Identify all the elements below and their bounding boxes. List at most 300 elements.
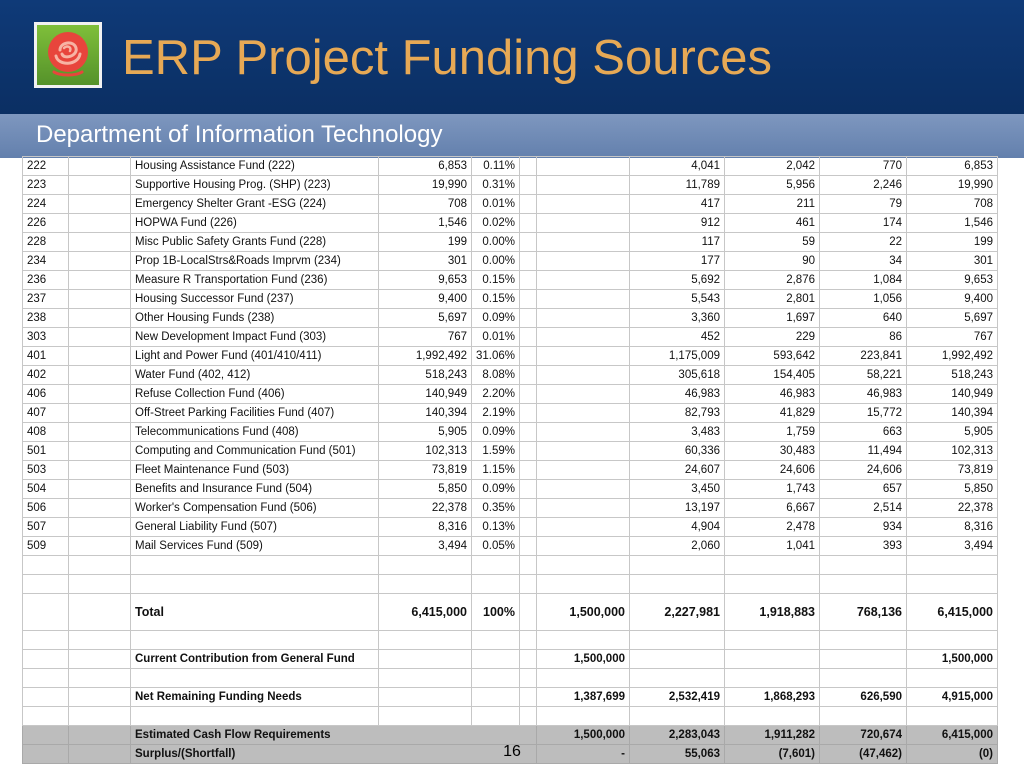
period-4-value: 22 [820, 233, 907, 252]
fund-row [23, 499, 998, 518]
net-remaining-label: Net Remaining Funding Needs [131, 688, 379, 707]
fund-amount: 518,243 [379, 366, 472, 385]
period-4-value: 24,606 [820, 461, 907, 480]
fund-percent: 0.09% [472, 423, 520, 442]
net-total: 4,915,000 [907, 688, 998, 707]
empty-cell [69, 556, 131, 575]
total-amount: 6,415,000 [379, 594, 472, 631]
period-2-value: 3,483 [630, 423, 725, 442]
period-3-value: 1,743 [725, 480, 820, 499]
period-2-value: 117 [630, 233, 725, 252]
fund-name: Misc Public Safety Grants Fund (228) [131, 233, 379, 252]
fund-code: 507 [23, 518, 69, 537]
period-3-value: 5,956 [725, 176, 820, 195]
fund-row [23, 233, 998, 252]
grand-total: 6,415,000 [907, 594, 998, 631]
general-fund-row [23, 650, 998, 669]
blank-row [23, 631, 998, 650]
period-3-value: 59 [725, 233, 820, 252]
fund-name: Prop 1B-LocalStrs&Roads Imprvm (234) [131, 252, 379, 271]
fund-name: Refuse Collection Fund (406) [131, 385, 379, 404]
empty-cell [537, 575, 630, 594]
total-percent: 100% [472, 594, 520, 631]
period-1-value: 1,500,000 [537, 726, 630, 745]
empty-cell [379, 631, 472, 650]
fund-row [23, 157, 998, 176]
period-1-value [537, 176, 630, 195]
fund-amount: 22,378 [379, 499, 472, 518]
empty-cell [630, 575, 725, 594]
period-1-value [537, 309, 630, 328]
fund-code: 406 [23, 385, 69, 404]
empty-cell [379, 556, 472, 575]
spacer-cell [520, 290, 537, 309]
period-4-value: 2,246 [820, 176, 907, 195]
empty-cell [379, 688, 472, 707]
net-period-4: 626,590 [820, 688, 907, 707]
net-remaining-row [23, 688, 998, 707]
period-2-value: 417 [630, 195, 725, 214]
row-total: 140,394 [907, 404, 998, 423]
spacer-cell [520, 537, 537, 556]
period-2-value: 46,983 [630, 385, 725, 404]
fund-code: 503 [23, 461, 69, 480]
fund-row [23, 423, 998, 442]
period-4-value: 79 [820, 195, 907, 214]
row-total: 6,853 [907, 157, 998, 176]
fund-row [23, 195, 998, 214]
total-period-4: 768,136 [820, 594, 907, 631]
fund-row [23, 537, 998, 556]
period-3-value: 2,876 [725, 271, 820, 290]
empty-cell [820, 631, 907, 650]
general-fund-label: Current Contribution from General Fund [131, 650, 379, 669]
fund-code: 238 [23, 309, 69, 328]
spacer-cell [520, 518, 537, 537]
empty-cell [23, 556, 69, 575]
fund-percent: 1.15% [472, 461, 520, 480]
fund-amount: 5,697 [379, 309, 472, 328]
period-1-value [537, 233, 630, 252]
fund-amount: 199 [379, 233, 472, 252]
net-period-3: 1,868,293 [725, 688, 820, 707]
spacer-cell [520, 233, 537, 252]
empty-cell [69, 195, 131, 214]
empty-cell [131, 556, 379, 575]
period-2-value: 11,789 [630, 176, 725, 195]
period-3-value: 229 [725, 328, 820, 347]
fund-amount: 73,819 [379, 461, 472, 480]
fund-percent: 0.00% [472, 233, 520, 252]
spacer-cell [520, 385, 537, 404]
spacer-cell [520, 423, 537, 442]
empty-cell [630, 556, 725, 575]
row-total: 5,905 [907, 423, 998, 442]
fund-name: Mail Services Fund (509) [131, 537, 379, 556]
fund-row [23, 176, 998, 195]
empty-cell [23, 688, 69, 707]
fund-code: 237 [23, 290, 69, 309]
period-1-value [537, 461, 630, 480]
period-4-value: 174 [820, 214, 907, 233]
fund-code: 408 [23, 423, 69, 442]
period-1-value [537, 499, 630, 518]
fund-code: 223 [23, 176, 69, 195]
period-4-value: 2,514 [820, 499, 907, 518]
blank-row [23, 707, 998, 726]
fund-name: New Development Impact Fund (303) [131, 328, 379, 347]
empty-cell [520, 669, 537, 688]
period-4-value: 1,084 [820, 271, 907, 290]
period-1-value [537, 271, 630, 290]
empty-cell [472, 669, 520, 688]
spacer-cell [520, 404, 537, 423]
empty-cell [23, 707, 69, 726]
empty-cell [630, 707, 725, 726]
fund-name: Fleet Maintenance Fund (503) [131, 461, 379, 480]
empty-cell [520, 556, 537, 575]
spacer-cell [520, 442, 537, 461]
empty-cell [725, 650, 820, 669]
period-1-value [537, 290, 630, 309]
empty-cell [630, 650, 725, 669]
period-3-value: 46,983 [725, 385, 820, 404]
fund-amount: 767 [379, 328, 472, 347]
fund-name: Measure R Transportation Fund (236) [131, 271, 379, 290]
period-4-value: 86 [820, 328, 907, 347]
fund-percent: 0.01% [472, 328, 520, 347]
fund-row [23, 214, 998, 233]
empty-cell [69, 176, 131, 195]
fund-row [23, 461, 998, 480]
fund-percent: 0.09% [472, 480, 520, 499]
fund-code: 226 [23, 214, 69, 233]
period-1-value [537, 518, 630, 537]
row-total: 767 [907, 328, 998, 347]
fund-row [23, 480, 998, 499]
cash-flow-row [23, 726, 998, 745]
row-total: 22,378 [907, 499, 998, 518]
empty-cell [725, 669, 820, 688]
row-total: 199 [907, 233, 998, 252]
fund-code: 506 [23, 499, 69, 518]
empty-cell [69, 328, 131, 347]
period-3-value: 2,478 [725, 518, 820, 537]
general-fund-total: 1,500,000 [907, 650, 998, 669]
fund-percent: 0.01% [472, 195, 520, 214]
fund-amount: 3,494 [379, 537, 472, 556]
period-2-value: 2,283,043 [630, 726, 725, 745]
subtitle-bar [0, 114, 1024, 158]
period-4-value: 663 [820, 423, 907, 442]
empty-cell [472, 631, 520, 650]
empty-cell [537, 556, 630, 575]
fund-code: 234 [23, 252, 69, 271]
fund-amount: 1,992,492 [379, 347, 472, 366]
empty-cell [69, 499, 131, 518]
empty-cell [131, 707, 379, 726]
total-period-2: 2,227,981 [630, 594, 725, 631]
period-4-value: 11,494 [820, 442, 907, 461]
empty-cell [131, 669, 379, 688]
fund-name: Worker's Compensation Fund (506) [131, 499, 379, 518]
empty-cell [907, 669, 998, 688]
empty-cell [69, 157, 131, 176]
row-total: 19,990 [907, 176, 998, 195]
period-3-value: 461 [725, 214, 820, 233]
fund-row [23, 271, 998, 290]
period-2-value: 452 [630, 328, 725, 347]
period-3-value: 1,041 [725, 537, 820, 556]
spacer-cell [520, 366, 537, 385]
fund-amount: 140,394 [379, 404, 472, 423]
empty-cell [725, 707, 820, 726]
period-4-value: 934 [820, 518, 907, 537]
empty-cell [69, 309, 131, 328]
empty-cell [69, 214, 131, 233]
period-2-value: 60,336 [630, 442, 725, 461]
empty-cell [520, 631, 537, 650]
row-total: 518,243 [907, 366, 998, 385]
empty-cell [379, 669, 472, 688]
period-2-value: 305,618 [630, 366, 725, 385]
row-total: 9,400 [907, 290, 998, 309]
fund-amount: 708 [379, 195, 472, 214]
empty-cell [907, 556, 998, 575]
fund-amount: 6,853 [379, 157, 472, 176]
fund-amount: 9,400 [379, 290, 472, 309]
spacer-cell [520, 195, 537, 214]
empty-cell [537, 631, 630, 650]
fund-percent: 0.11% [472, 157, 520, 176]
empty-cell [907, 575, 998, 594]
empty-cell [69, 575, 131, 594]
empty-cell [23, 631, 69, 650]
empty-cell [69, 480, 131, 499]
fund-row [23, 442, 998, 461]
fund-row [23, 366, 998, 385]
fund-percent: 0.15% [472, 271, 520, 290]
period-2-value: 24,607 [630, 461, 725, 480]
period-1-value [537, 423, 630, 442]
period-1-value [537, 404, 630, 423]
fund-code: 402 [23, 366, 69, 385]
period-4-value: 640 [820, 309, 907, 328]
empty-cell [69, 518, 131, 537]
empty-cell [69, 688, 131, 707]
spacer-cell [520, 480, 537, 499]
empty-cell [725, 631, 820, 650]
fund-percent: 2.19% [472, 404, 520, 423]
period-2-value: 3,360 [630, 309, 725, 328]
empty-cell [69, 290, 131, 309]
spacer-cell [520, 157, 537, 176]
empty-cell [131, 575, 379, 594]
period-4-value: 720,674 [820, 726, 907, 745]
fund-percent: 31.06% [472, 347, 520, 366]
fund-percent: 0.15% [472, 290, 520, 309]
empty-cell [472, 650, 520, 669]
fund-amount: 1,546 [379, 214, 472, 233]
empty-cell [379, 575, 472, 594]
fund-percent: 0.31% [472, 176, 520, 195]
period-2-value: 82,793 [630, 404, 725, 423]
spacer-cell [520, 214, 537, 233]
period-4-value: 58,221 [820, 366, 907, 385]
empty-cell [69, 423, 131, 442]
fund-code: 228 [23, 233, 69, 252]
row-total: 5,850 [907, 480, 998, 499]
fund-name: Housing Successor Fund (237) [131, 290, 379, 309]
fund-code: 407 [23, 404, 69, 423]
empty-cell [69, 252, 131, 271]
blank-row [23, 556, 998, 575]
total-row [23, 594, 998, 631]
fund-row [23, 328, 998, 347]
period-2-value: 3,450 [630, 480, 725, 499]
spacer-cell [520, 594, 537, 631]
empty-cell [69, 233, 131, 252]
fund-row [23, 252, 998, 271]
empty-cell [472, 688, 520, 707]
slide-header [0, 0, 1024, 114]
empty-cell [472, 575, 520, 594]
fund-code: 504 [23, 480, 69, 499]
row-total: 301 [907, 252, 998, 271]
empty-cell [820, 575, 907, 594]
period-1-value [537, 328, 630, 347]
period-1-value [537, 480, 630, 499]
row-total: 73,819 [907, 461, 998, 480]
empty-cell [520, 707, 537, 726]
fund-percent: 0.02% [472, 214, 520, 233]
row-total: 9,653 [907, 271, 998, 290]
fund-name: Telecommunications Fund (408) [131, 423, 379, 442]
empty-cell [537, 707, 630, 726]
period-2-value: 13,197 [630, 499, 725, 518]
period-3-value: 6,667 [725, 499, 820, 518]
period-3-value: 1,759 [725, 423, 820, 442]
row-total: (0) [907, 745, 998, 764]
empty-cell [820, 669, 907, 688]
period-2-value: 55,063 [630, 745, 725, 764]
period-1-value [537, 252, 630, 271]
empty-cell [820, 556, 907, 575]
period-2-value: 177 [630, 252, 725, 271]
period-2-value: 5,543 [630, 290, 725, 309]
empty-cell [69, 631, 131, 650]
spacer-cell [520, 176, 537, 195]
empty-cell [69, 650, 131, 669]
empty-cell [725, 575, 820, 594]
empty-cell [69, 726, 131, 745]
row-total: 3,494 [907, 537, 998, 556]
spacer-cell [520, 252, 537, 271]
period-3-value: 41,829 [725, 404, 820, 423]
empty-cell [69, 594, 131, 631]
spacer-cell [520, 650, 537, 669]
fund-amount: 19,990 [379, 176, 472, 195]
period-3-value: 2,042 [725, 157, 820, 176]
fund-name: Light and Power Fund (401/410/411) [131, 347, 379, 366]
empty-cell [907, 631, 998, 650]
fund-row [23, 404, 998, 423]
period-1-value [537, 537, 630, 556]
fund-row [23, 347, 998, 366]
row-total: 708 [907, 195, 998, 214]
page-title: ERP Project Funding Sources [122, 31, 773, 85]
fund-row [23, 385, 998, 404]
empty-cell [69, 537, 131, 556]
fund-name: Emergency Shelter Grant -ESG (224) [131, 195, 379, 214]
period-2-value: 4,041 [630, 157, 725, 176]
fund-code: 303 [23, 328, 69, 347]
fund-code: 222 [23, 157, 69, 176]
fund-amount: 9,653 [379, 271, 472, 290]
empty-cell [69, 271, 131, 290]
fund-name: General Liability Fund (507) [131, 518, 379, 537]
empty-cell [23, 650, 69, 669]
period-4-value: 34 [820, 252, 907, 271]
spacer-cell [520, 461, 537, 480]
period-1-value [537, 347, 630, 366]
empty-cell [820, 707, 907, 726]
row-total: 1,992,492 [907, 347, 998, 366]
department-subtitle: Department of Information Technology [36, 121, 443, 148]
fund-name: Benefits and Insurance Fund (504) [131, 480, 379, 499]
fund-name: Housing Assistance Fund (222) [131, 157, 379, 176]
funding-table [22, 156, 998, 764]
period-1-value [537, 195, 630, 214]
empty-cell [131, 631, 379, 650]
period-1-value [537, 442, 630, 461]
period-3-value: 30,483 [725, 442, 820, 461]
fund-code: 501 [23, 442, 69, 461]
row-total: 5,697 [907, 309, 998, 328]
fund-name: Off-Street Parking Facilities Fund (407) [131, 404, 379, 423]
empty-cell [69, 707, 131, 726]
spacer-cell [520, 309, 537, 328]
period-3-value: 154,405 [725, 366, 820, 385]
row-total: 8,316 [907, 518, 998, 537]
empty-cell [23, 669, 69, 688]
period-2-value: 1,175,009 [630, 347, 725, 366]
period-4-value: 223,841 [820, 347, 907, 366]
fund-row [23, 518, 998, 537]
period-3-value: 24,606 [725, 461, 820, 480]
empty-cell [69, 385, 131, 404]
fund-name: Water Fund (402, 412) [131, 366, 379, 385]
row-total: 140,949 [907, 385, 998, 404]
fund-code: 236 [23, 271, 69, 290]
period-4-value: 657 [820, 480, 907, 499]
empty-cell [69, 442, 131, 461]
total-label: Total [131, 594, 379, 631]
period-2-value: 2,060 [630, 537, 725, 556]
empty-cell [69, 366, 131, 385]
row-total: 102,313 [907, 442, 998, 461]
period-1-value [537, 214, 630, 233]
period-3-value: 90 [725, 252, 820, 271]
fund-amount: 301 [379, 252, 472, 271]
fund-percent: 0.09% [472, 309, 520, 328]
fund-percent: 1.59% [472, 442, 520, 461]
total-period-1: 1,500,000 [537, 594, 630, 631]
surplus-label: Surplus/(Shortfall) [131, 745, 537, 764]
period-3-value: 1,911,282 [725, 726, 820, 745]
period-4-value: 15,772 [820, 404, 907, 423]
row-total: 1,546 [907, 214, 998, 233]
